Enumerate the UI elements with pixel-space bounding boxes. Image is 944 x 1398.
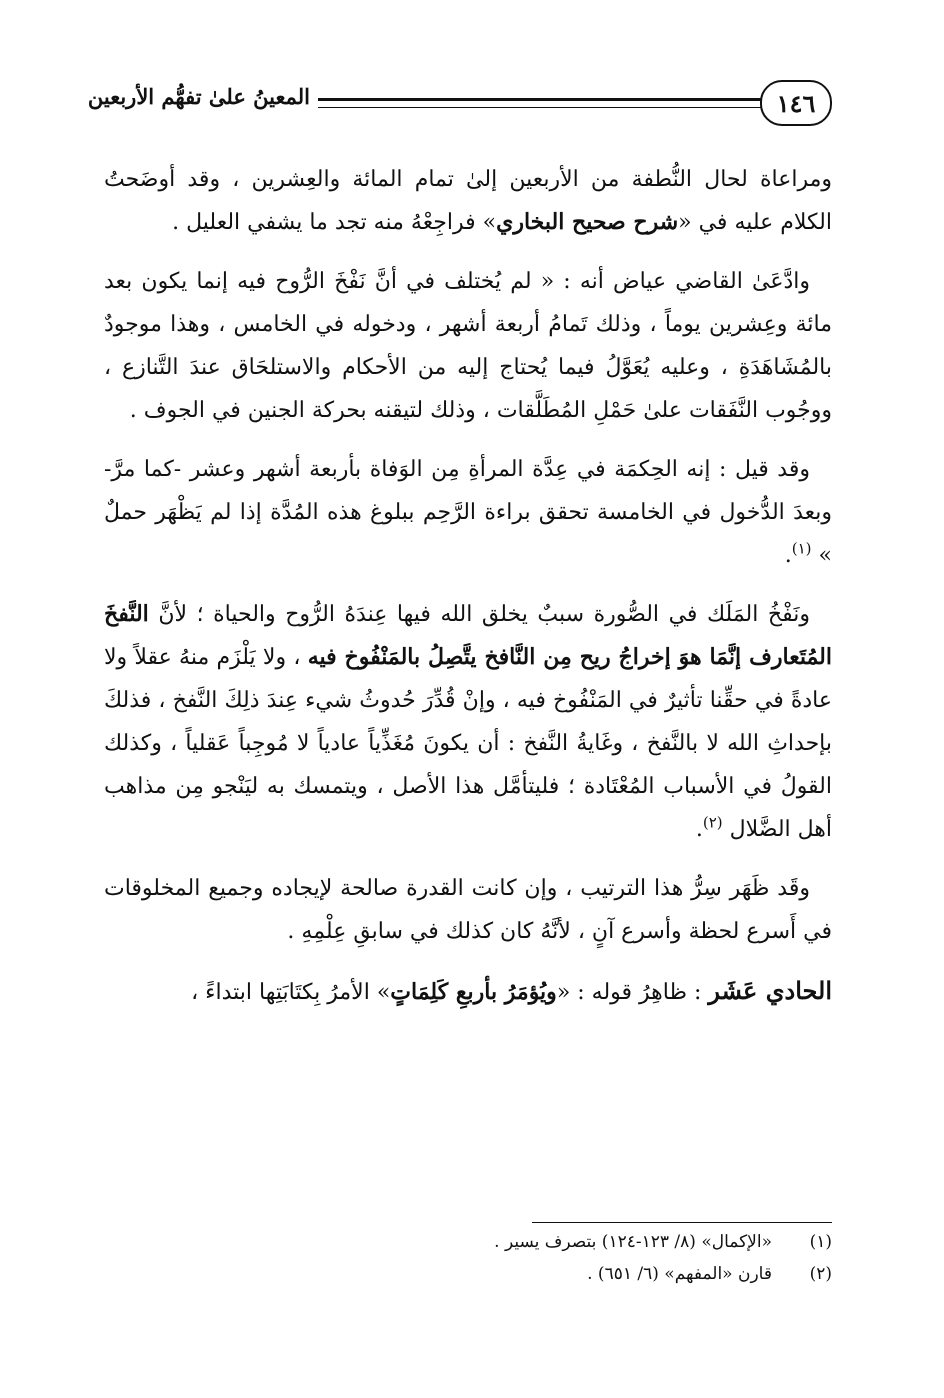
header-rule <box>318 98 772 108</box>
footnotes <box>132 1226 832 1290</box>
footnote-number: (١) <box>809 1232 832 1252</box>
hadith-quote: ويُؤمَرُ بأربعِ كَلِمَاتٍ <box>390 979 557 1005</box>
footnote-text: قارن «المفهم» (٦/ ٦٥١) . <box>587 1264 772 1284</box>
text-run: » فراجِعْهُ منه تجد ما يشفي العليل . <box>172 210 497 235</box>
text-run: وقد قيل : إنه الحِكمَة في عِدَّة المرأةِ مِن الوَفاة بأربعة أشهر وعشر -كما مرَّ- وبعدَ الدُّخول في الخامسة تحقق براءة الرَّحِم ببلوغ هذه المُدَّة إذا لم يَظْهَر حملٌ » <box>104 457 832 568</box>
footnote-separator <box>532 1222 832 1223</box>
paragraph-3 <box>104 448 832 577</box>
page-header <box>87 80 832 130</box>
text-run: . <box>784 543 792 568</box>
paragraph-6 <box>104 969 832 1014</box>
book-title: شرح صحيح البخاري <box>496 209 679 235</box>
footnote-marker[interactable]: (٢) <box>702 813 723 832</box>
footnote-item <box>132 1226 832 1258</box>
footnote-item <box>132 1258 832 1290</box>
bold-phrase: النَّفخَ المُتَعارف إنَّمَا هوَ إخراجُ ريح مِن النَّافخ يتَّصِلُ بالمَنْفُوخ فيه <box>104 601 832 670</box>
page-number: ١٤٦ <box>776 88 816 118</box>
text-run: » الأمرُ بِكتَابَتِها ابتداءً ، <box>191 980 391 1005</box>
paragraph-4 <box>104 593 832 851</box>
paragraph-5: وقَد ظَهَر سِرُّ هذا الترتيب ، وإن كانت القدرة صالحة لإيجاده وجميع المخلوقات في أَسرع لحظة وأسرع آنٍ ، لأنَّهُ كان كذلك في سابقِ عِلْمِهِ . <box>104 876 832 944</box>
section-heading: الحادي عَشَر <box>708 976 832 1005</box>
text-run: ونَفْخُ المَلَك في الصُّورة سببٌ يخلق الله فيها عِندَهُ الرُّوح والحياة ؛ لأنَّ <box>148 602 810 627</box>
footnote-number: (٢) <box>809 1264 832 1284</box>
page-number-badge <box>760 80 832 126</box>
paragraph-1 <box>104 158 832 244</box>
footnote-text: «الإكمال» (٨/ ١٢٣-١٢٤) بتصرف يسير . <box>494 1232 772 1252</box>
main-text <box>104 158 832 1030</box>
text-run: ، ولا يَلْزَم منهُ عقلاً ولا عادةً في حقِّنا تأثيرٌ في المَنْفُوخ فيه ، وإنْ قُدِّرَ حُدوثُ شيء عِندَ ذلِكَ النَّفخ ، فذلكَ بإحداثِ الله لا بالنَّفخ ، وغَايةُ النَّفخ : أن يكونَ مُغَذِّياً عادياً لا مُوجِباً عَقلياً ، وكذلك القولُ في الأسباب المُعْتَادة ؛ فليتأمَّل هذا الأصل ، ويتمسك به ليَنْجو مِن مذاهب أهل الضَّلال <box>104 645 832 842</box>
text-run: ومراعاة لحال النُّطفة من الأربعين إلىٰ تمام المائة والعِشرين ، وقد أوضَحتُ الكلام عليه في « <box>104 167 832 235</box>
running-title: المعينُ علىٰ تفهُّم الأربعين <box>87 84 310 109</box>
text-run: : ظاهِرُ قوله : « <box>556 980 709 1005</box>
text-run: . <box>695 817 703 842</box>
paragraph-2: وادَّعَىٰ القاضي عياض أنه : « لم يُختلف في أنَّ نَفْخَ الرُّوح فيه إنما يكون بعد مائة وعِشرين يوماً ، وذلك تَمامُ أربعة أشهر ، ودخوله في الخامس ، وهذا موجودٌ بالمُشَاهَدَةِ ، وعليه يُعَوَّلُ فيما يُحتاج إليه من الأحكام والاستلحَاق عندَ التَّنازع ، ووجُوب النَّفَقات علىٰ حَمْلِ المُطَلَّقات ، وذلك لتيقنه بحركة الجنين في الجوف . <box>104 269 832 423</box>
footnote-marker[interactable]: (١) <box>791 539 812 558</box>
